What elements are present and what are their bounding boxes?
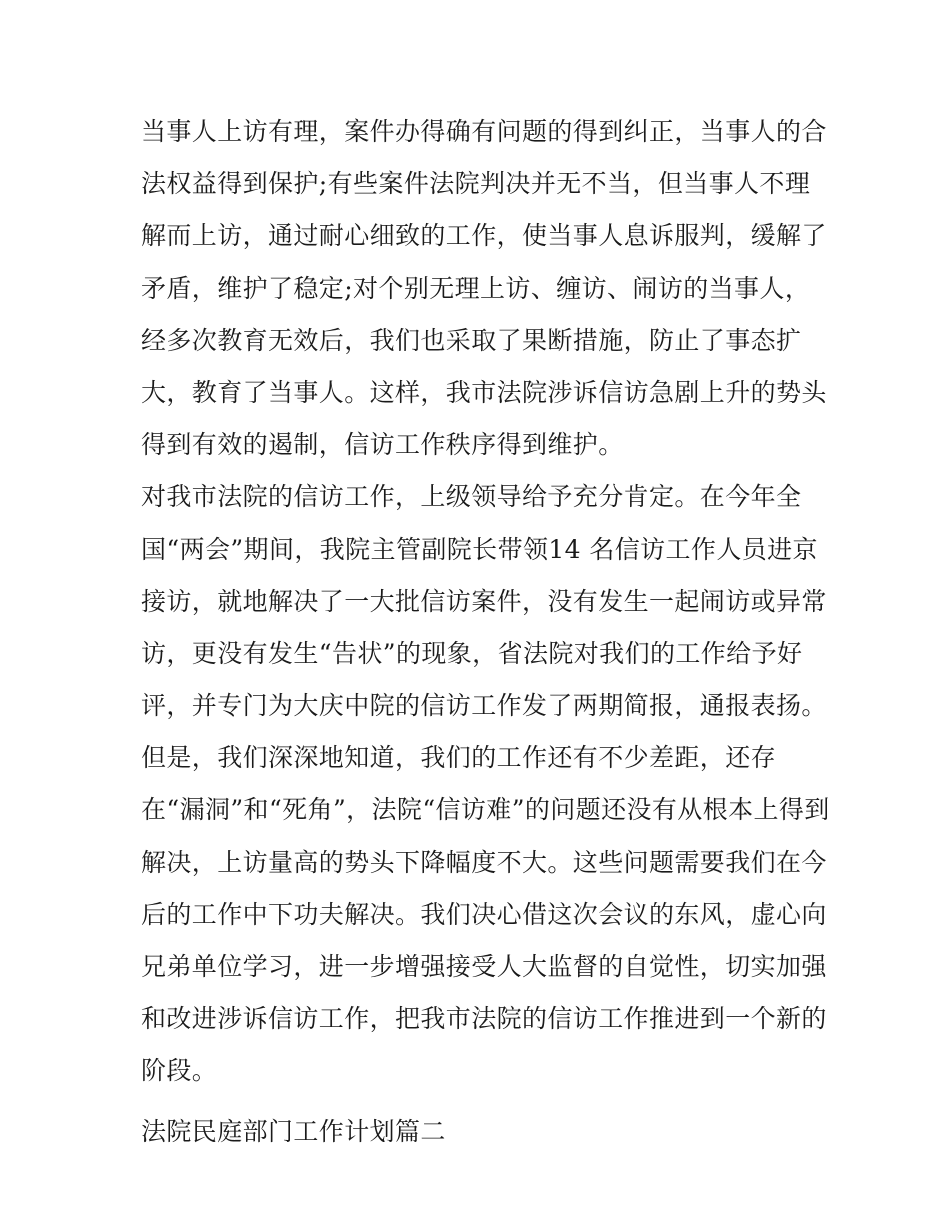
text-line: 法权益得到保护;有些案件法院判决并无不当，但当事人不理 — [141, 169, 811, 199]
text-line: 和改进涉诉信访工作，把我市法院的信访工作推进到一个新的 — [141, 1004, 827, 1034]
text-line: 矛盾，维护了稳定;对个别无理上访、缠访、闹访的当事人， — [141, 273, 811, 303]
text-line: 后的工作中下功夫解决。我们决心借这次会议的东风，虚心向 — [141, 899, 827, 929]
text-line: 接访，就地解决了一大批信访案件，没有发生一起闹访或异常 — [141, 586, 827, 616]
text-line: 对我市法院的信访工作，上级领导给予充分肯定。在今年全 — [141, 482, 802, 512]
text-line: 访，更没有发生“告状”的现象，省法院对我们的工作给予好 — [141, 638, 803, 668]
text-line: 解决，上访量高的势头下降幅度不大。这些问题需要我们在今 — [141, 847, 827, 877]
document-body — [141, 106, 830, 1158]
text-line: 兄弟单位学习，进一步增强接受人大监督的自觉性，切实加强 — [141, 952, 827, 981]
paragraph-2 — [141, 471, 830, 1097]
text-line: 阶段。 — [141, 1056, 218, 1086]
text-line: 但是，我们深深地知道，我们的工作还有不少差距，还存 — [141, 743, 777, 773]
text-line: 解而上访，通过耐心细致的工作，使当事人息诉服判，缓解了 — [141, 221, 827, 251]
text-line: 经多次教育无效后，我们也采取了果断措施，防止了事态扩 — [141, 325, 802, 355]
text-line: 大，教育了当事人。这样，我市法院涉诉信访急剧上升的势头 — [141, 377, 827, 407]
text-line: 国“两会”期间，我院主管副院长带领14 名信访工作人员进京 — [141, 534, 818, 564]
text-line: 在“漏洞”和“死角”，法院“信访难”的问题还没有从根本上得到 — [141, 795, 830, 825]
text-line: 当事人上访有理，案件办得确有问题的得到纠正，当事人的合 — [141, 117, 827, 146]
paragraph-1 — [141, 106, 827, 471]
text-line: 得到有效的遏制，信访工作秩序得到维护。 — [141, 430, 624, 460]
section-heading: 法院民庭部门工作计划篇二 — [141, 1116, 446, 1146]
section-gap — [141, 1098, 821, 1106]
text-line: 评，并专门为大庆中院的信访工作发了两期简报，通报表扬。 — [141, 691, 827, 721]
